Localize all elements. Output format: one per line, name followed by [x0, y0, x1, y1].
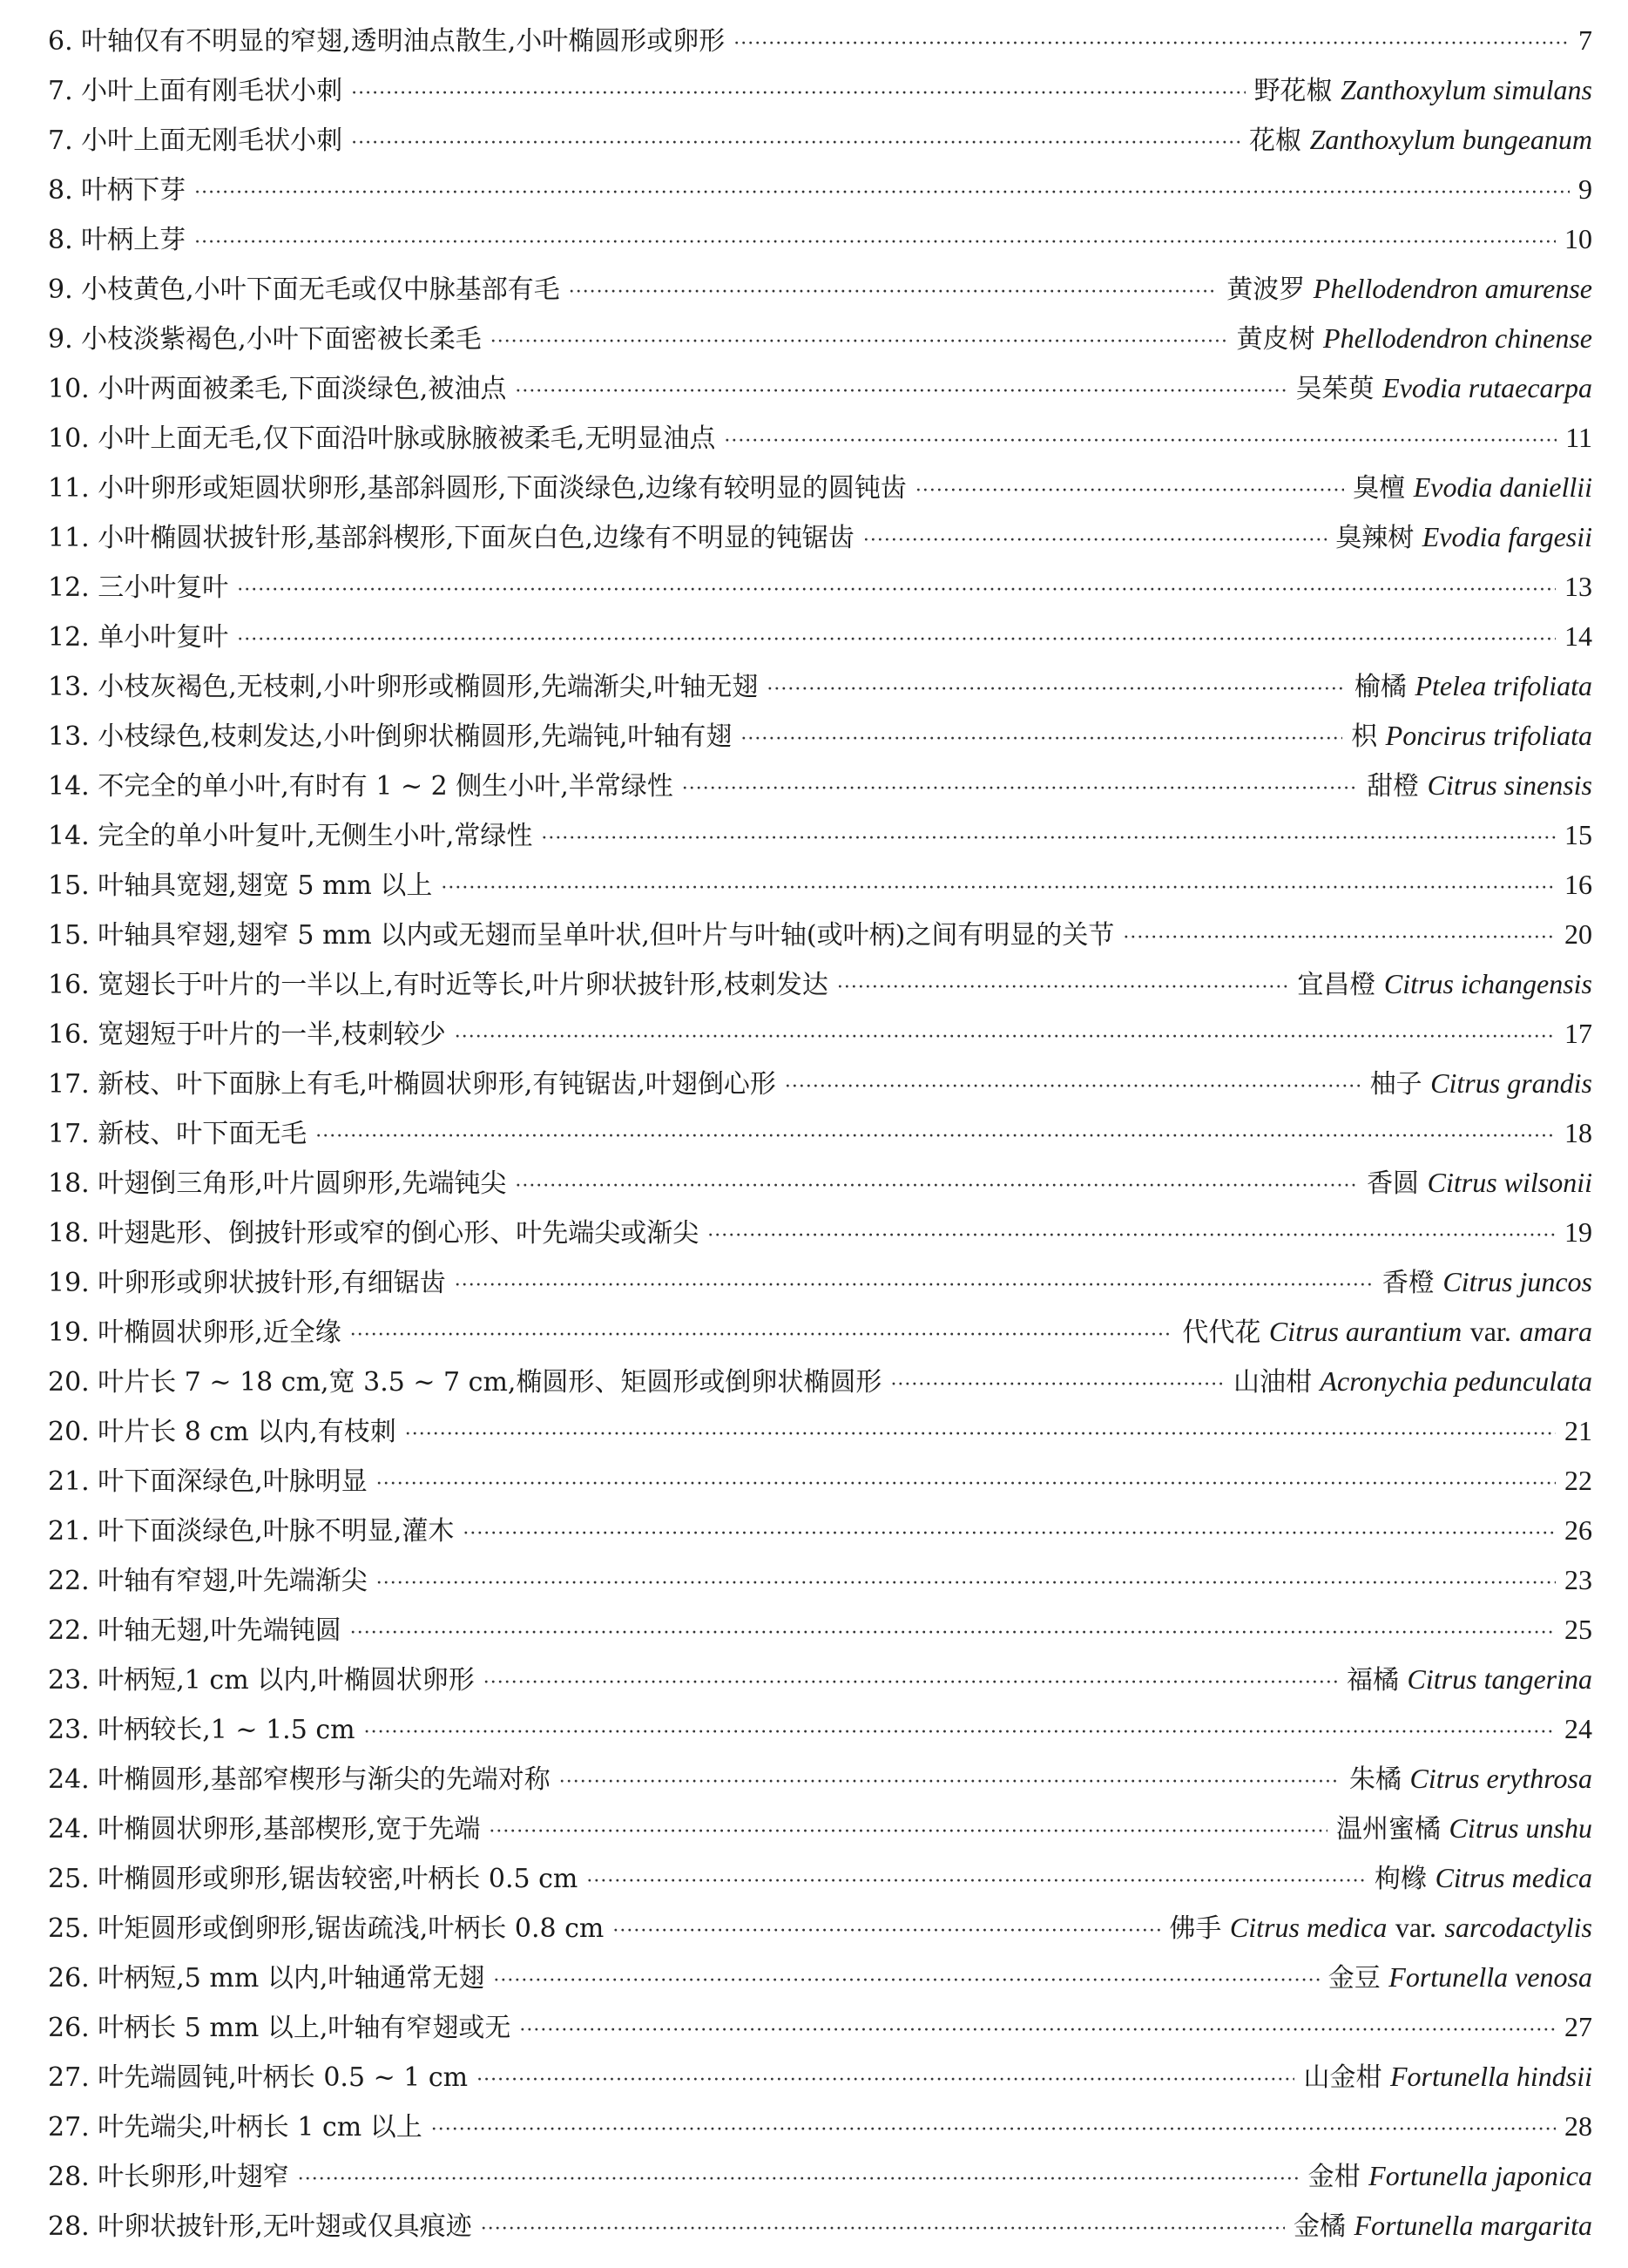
dot-leader: [194, 218, 1556, 267]
key-result: [1182, 1307, 1592, 1357]
goto-step-number: 25: [1564, 1614, 1592, 1645]
key-result: [1564, 1456, 1592, 1506]
key-result: [1564, 1009, 1592, 1060]
species-scientific-name: Evodia fargesii: [1422, 521, 1592, 552]
key-description: 14. 不完全的单小叶,有时有 1 ~ 2 侧生小叶,半常绿性: [48, 771, 673, 802]
dot-leader: [315, 1112, 1556, 1161]
key-description: 25. 叶矩圆形或倒卵形,锯齿疏浅,叶柄长 0.8 cm: [48, 1913, 605, 1944]
key-result: [1354, 661, 1592, 712]
key-description: 15. 叶轴具宽翅,翅宽 5 mm 以上: [48, 870, 433, 901]
key-description: 12. 三小叶复叶: [48, 572, 229, 603]
goto-step-number: 13: [1564, 571, 1592, 602]
key-description: 18. 叶翅倒三角形,叶片圆卵形,先端钝尖: [48, 1168, 507, 1199]
key-description: 19. 叶卵形或卵状披针形,有细锯齿: [48, 1268, 446, 1298]
dot-leader: [785, 1062, 1361, 1112]
dot-leader: [481, 2204, 1285, 2254]
dot-leader: [351, 69, 1245, 118]
species-scientific-name: Citrus erythrosa: [1409, 1763, 1592, 1794]
dichotomous-key: [48, 16, 1592, 2251]
key-result: [1351, 711, 1592, 762]
key-result: [1297, 959, 1592, 1010]
species-scientific-name: Citrus medica: [1435, 1862, 1592, 1893]
goto-step-number: 27: [1564, 2011, 1592, 2042]
dot-leader: [837, 963, 1288, 1012]
key-result: [1578, 165, 1592, 215]
key-description: 24. 叶椭圆形,基部窄楔形与渐尖的先端对称: [48, 1764, 551, 1795]
species-chinese-name: 香橙: [1381, 1268, 1435, 1298]
dot-leader: [455, 1261, 1374, 1310]
key-description: 25. 叶椭圆形或卵形,锯齿较密,叶柄长 0.5 cm: [48, 1864, 578, 1894]
species-chinese-name: 柚子: [1369, 1069, 1422, 1100]
key-result: [1564, 1108, 1592, 1159]
key-result: [1294, 2201, 1592, 2251]
species-scientific-name: Poncirus trifoliata: [1385, 720, 1592, 751]
key-description: 24. 叶椭圆状卵形,基部楔形,宽于先端: [48, 1814, 481, 1845]
key-result: [1303, 2052, 1592, 2102]
species-scientific-name: Zanthoxylum simulans: [1341, 74, 1592, 105]
species-scientific-name: Citrus sinensis: [1427, 769, 1592, 801]
goto-step-number: 9: [1578, 173, 1592, 205]
key-row: [48, 2002, 1592, 2052]
key-result: [1349, 1754, 1592, 1804]
key-row: [48, 1754, 1592, 1804]
goto-step-number: 20: [1564, 918, 1592, 950]
dot-leader: [483, 1658, 1338, 1708]
key-result: [1353, 463, 1592, 513]
key-result: [1564, 1605, 1592, 1655]
species-chinese-name: 山金柑: [1303, 2062, 1382, 2093]
key-row: [48, 810, 1592, 860]
dot-leader: [298, 2155, 1300, 2204]
variety-label: var.: [1395, 1912, 1436, 1943]
key-row: [48, 115, 1592, 165]
key-description: 17. 新枝、叶下面脉上有毛,叶椭圆状卵形,有钝锯齿,叶翅倒心形: [48, 1069, 776, 1100]
dot-leader: [463, 1509, 1556, 1559]
key-result: [1296, 363, 1592, 414]
dot-leader: [351, 118, 1240, 168]
species-scientific-name: Citrus grandis: [1430, 1067, 1592, 1099]
key-row: [48, 314, 1592, 363]
key-row: [48, 2201, 1592, 2251]
key-row: [48, 1506, 1592, 1555]
key-row: [48, 1953, 1592, 2002]
key-description: 28. 叶卵状披针形,无叶翅或仅具痕迹: [48, 2211, 472, 2242]
species-chinese-name: 宜昌橙: [1297, 970, 1376, 1000]
variety-label: var.: [1469, 1316, 1511, 1347]
species-chinese-name: 金柑: [1307, 2162, 1361, 2192]
key-description: 10. 小叶上面无毛,仅下面沿叶脉或脉腋被柔毛,无明显油点: [48, 423, 716, 454]
species-chinese-name: 山油柑: [1233, 1367, 1312, 1398]
dot-leader: [707, 1211, 1556, 1261]
key-description: 8. 叶柄下芽: [48, 175, 186, 206]
key-row: [48, 910, 1592, 959]
key-result: [1564, 2002, 1592, 2053]
species-scientific-name: Zanthoxylum bungeanum: [1309, 124, 1592, 155]
key-description: 9. 小枝黄色,小叶下面无毛或仅中脉基部有毛: [48, 274, 560, 305]
goto-step-number: 24: [1564, 1713, 1592, 1744]
key-row: [48, 661, 1592, 711]
key-row: [48, 1903, 1592, 1953]
goto-step-number: 10: [1564, 223, 1592, 254]
key-result: [1564, 612, 1592, 662]
key-result: [1578, 16, 1592, 66]
key-result: [1564, 1208, 1592, 1258]
dot-leader: [740, 714, 1342, 764]
key-row: [48, 16, 1592, 65]
species-chinese-name: 朱橘: [1348, 1764, 1402, 1795]
dot-leader: [493, 1956, 1319, 2006]
species-chinese-name: 花椒: [1249, 125, 1302, 156]
species-chinese-name: 榆橘: [1354, 672, 1407, 702]
key-description: 20. 叶片长 8 cm 以内,有枝刺: [48, 1417, 396, 1447]
dot-leader: [194, 168, 1570, 218]
key-row: [48, 1059, 1592, 1108]
dot-leader: [541, 814, 1556, 863]
key-result: [1564, 1506, 1592, 1556]
species-scientific-name: Citrus juncos: [1442, 1266, 1592, 1297]
species-chinese-name: 枸橼: [1375, 1864, 1428, 1894]
variety-name: amara: [1519, 1316, 1592, 1347]
species-scientific-name: Ptelea trifoliata: [1415, 670, 1592, 701]
key-row: [48, 214, 1592, 264]
key-result: [1564, 1555, 1592, 1606]
dot-leader: [724, 416, 1557, 466]
key-description: 8. 叶柄上芽: [48, 225, 186, 255]
key-description: 26. 叶柄长 5 mm 以上,叶轴有窄翅或无: [48, 2013, 511, 2043]
key-result: [1169, 1903, 1592, 1953]
key-result: [1382, 1257, 1592, 1308]
key-row: [48, 413, 1592, 463]
key-result: [1233, 1357, 1592, 1407]
key-row: [48, 1804, 1592, 1853]
dot-leader: [376, 1459, 1556, 1509]
key-result: [1564, 562, 1592, 613]
goto-step-number: 14: [1564, 620, 1592, 652]
key-description: 28. 叶长卵形,叶翅窄: [48, 2162, 289, 2192]
key-result: [1249, 115, 1592, 166]
species-scientific-name: Evodia daniellii: [1413, 471, 1592, 503]
dot-leader: [376, 1559, 1556, 1608]
species-chinese-name: 代代花: [1182, 1317, 1261, 1348]
dot-leader: [455, 1012, 1556, 1062]
goto-step-number: 16: [1564, 869, 1592, 900]
key-row: [48, 612, 1592, 661]
dot-leader: [364, 1708, 1556, 1757]
key-result: [1564, 860, 1592, 911]
key-description: 16. 宽翅长于叶片的一半以上,有时近等长,叶片卵状披针形,枝刺发达: [48, 970, 828, 1000]
species-scientific-name: Phellodendron amurense: [1313, 273, 1592, 304]
key-description: 15. 叶轴具窄翅,翅窄 5 mm 以内或无翅而呈单叶状,但叶片与叶轴(或叶柄)之间有明显的关节: [48, 920, 1115, 951]
key-description: 18. 叶翅匙形、倒披针形或窄的倒心形、叶先端尖或渐尖: [48, 1218, 699, 1249]
key-description: 16. 宽翅短于叶片的一半,枝刺较少: [48, 1019, 446, 1050]
key-row: [48, 1208, 1592, 1257]
key-description: 9. 小枝淡紫褐色,小叶下面密被长柔毛: [48, 324, 482, 355]
species-chinese-name: 枳: [1351, 721, 1378, 752]
species-scientific-name: Phellodendron chinense: [1323, 322, 1592, 354]
key-row: [48, 1853, 1592, 1903]
key-description: 23. 叶柄短,1 cm 以内,叶椭圆状卵形: [48, 1665, 475, 1696]
goto-step-number: 17: [1564, 1018, 1592, 1049]
key-description: 13. 小枝绿色,枝刺发达,小叶倒卵状椭圆形,先端钝,叶轴有翅: [48, 721, 733, 752]
key-row: [48, 1704, 1592, 1754]
key-result: [1254, 65, 1592, 116]
dot-leader: [515, 367, 1287, 416]
key-row: [48, 512, 1592, 562]
species-chinese-name: 吴茱萸: [1295, 374, 1375, 404]
species-scientific-name: Fortunella japonica: [1368, 2160, 1592, 2191]
key-row: [48, 562, 1592, 612]
key-result: [1564, 1406, 1592, 1457]
species-chinese-name: 臭辣树: [1335, 523, 1415, 553]
species-chinese-name: 金豆: [1327, 1963, 1381, 1994]
species-chinese-name: 黄皮树: [1236, 324, 1315, 355]
key-row: [48, 2102, 1592, 2151]
species-scientific-name: Evodia rutaecarpa: [1382, 372, 1592, 403]
key-row: [48, 2052, 1592, 2102]
key-description: 19. 叶椭圆状卵形,近全缘: [48, 1317, 341, 1348]
dot-leader: [441, 863, 1556, 913]
species-chinese-name: 福橘: [1346, 1665, 1399, 1696]
species-scientific-name: Citrus tangerina: [1407, 1663, 1592, 1695]
key-row: [48, 761, 1592, 810]
key-result: [1565, 413, 1592, 464]
dot-leader: [237, 615, 1556, 665]
goto-step-number: 18: [1564, 1117, 1592, 1148]
key-result: [1336, 1804, 1592, 1854]
key-description: 21. 叶下面深绿色,叶脉明显: [48, 1466, 368, 1497]
dot-leader: [586, 1857, 1366, 1906]
dot-leader: [489, 1807, 1327, 1857]
dot-leader: [237, 565, 1556, 615]
key-description: 7. 小叶上面有刚毛状小刺: [48, 76, 343, 106]
variety-name: sarcodactylis: [1444, 1912, 1592, 1943]
key-row: [48, 1108, 1592, 1158]
key-result: [1564, 2102, 1592, 2152]
goto-step-number: 28: [1564, 2110, 1592, 2142]
dot-leader: [767, 665, 1346, 714]
key-description: 20. 叶片长 7 ~ 18 cm,宽 3.5 ~ 7 cm,椭圆形、矩圆形或倒卵状椭圆形: [48, 1367, 882, 1398]
key-row: [48, 1307, 1592, 1357]
species-scientific-name: Fortunella hindsii: [1390, 2061, 1592, 2092]
dot-leader: [490, 317, 1228, 367]
dot-leader: [1123, 913, 1556, 963]
key-row: [48, 1555, 1592, 1605]
key-result: [1328, 1953, 1592, 2003]
key-description: 14. 完全的单小叶复叶,无侧生小叶,常绿性: [48, 821, 533, 851]
dot-leader: [733, 19, 1570, 69]
key-description: 23. 叶柄较长,1 ~ 1.5 cm: [48, 1715, 355, 1745]
key-result: [1375, 1853, 1592, 1904]
goto-step-number: 11: [1565, 422, 1592, 453]
goto-step-number: 21: [1564, 1415, 1592, 1446]
species-chinese-name: 甜橙: [1367, 771, 1420, 802]
key-result: [1564, 810, 1592, 861]
species-scientific-name: Acronychia pedunculata: [1320, 1365, 1592, 1397]
dot-leader: [476, 2055, 1294, 2105]
dot-leader: [612, 1906, 1160, 1956]
species-scientific-name: Citrus aurantium: [1268, 1316, 1462, 1347]
key-description: 6. 叶轴仅有不明显的窄翅,透明油点散生,小叶椭圆形或卵形: [48, 26, 726, 57]
key-description: 22. 叶轴有窄翅,叶先端渐尖: [48, 1566, 368, 1596]
key-row: [48, 711, 1592, 761]
key-description: 27. 叶先端尖,叶柄长 1 cm 以上: [48, 2112, 422, 2143]
key-row: [48, 463, 1592, 512]
key-description: 7. 小叶上面无刚毛状小刺: [48, 125, 343, 156]
dot-leader: [350, 1608, 1556, 1658]
species-scientific-name: Citrus unshu: [1449, 1812, 1592, 1844]
key-description: 10. 小叶两面被柔毛,下面淡绿色,被油点: [48, 374, 507, 404]
dot-leader: [569, 267, 1219, 317]
species-chinese-name: 臭檀: [1353, 473, 1406, 504]
species-chinese-name: 黄波罗: [1226, 274, 1306, 305]
goto-step-number: 7: [1578, 24, 1592, 56]
key-description: 11. 小叶卵形或矩圆状卵形,基部斜圆形,下面淡绿色,边缘有较明显的圆钝齿: [48, 473, 907, 504]
species-scientific-name: Fortunella margarita: [1354, 2210, 1592, 2241]
key-description: 17. 新枝、叶下面无毛: [48, 1119, 307, 1149]
species-chinese-name: 温州蜜橘: [1335, 1814, 1441, 1845]
goto-step-number: 23: [1564, 1564, 1592, 1595]
key-row: [48, 1009, 1592, 1059]
goto-step-number: 19: [1564, 1216, 1592, 1248]
goto-step-number: 15: [1564, 819, 1592, 850]
key-row: [48, 264, 1592, 314]
key-description: 22. 叶轴无翅,叶先端钝圆: [48, 1615, 341, 1646]
species-chinese-name: 金橘: [1293, 2211, 1346, 2242]
goto-step-number: 22: [1564, 1465, 1592, 1496]
key-result: [1308, 2151, 1592, 2202]
dot-leader: [890, 1360, 1225, 1410]
key-result: [1564, 910, 1592, 960]
key-row: [48, 165, 1592, 214]
species-scientific-name: Citrus ichangensis: [1383, 968, 1592, 999]
dot-leader: [863, 516, 1327, 565]
key-row: [48, 860, 1592, 910]
species-chinese-name: 野花椒: [1253, 76, 1333, 106]
key-result: [1367, 1158, 1592, 1208]
key-result: [1237, 314, 1593, 364]
goto-step-number: 26: [1564, 1514, 1592, 1546]
key-result: [1335, 512, 1592, 563]
key-result: [1564, 1704, 1592, 1755]
key-description: 11. 小叶椭圆状披针形,基部斜楔形,下面灰白色,边缘有不明显的钝锯齿: [48, 523, 855, 553]
key-row: [48, 363, 1592, 413]
species-chinese-name: 佛手: [1169, 1913, 1222, 1944]
key-row: [48, 65, 1592, 115]
species-scientific-name: Citrus medica: [1229, 1912, 1388, 1943]
species-chinese-name: 香圆: [1367, 1168, 1420, 1199]
key-description: 21. 叶下面淡绿色,叶脉不明显,灌木: [48, 1516, 455, 1547]
dot-leader: [515, 1161, 1358, 1211]
dot-leader: [559, 1757, 1341, 1807]
dot-leader: [915, 466, 1344, 516]
key-description: 12. 单小叶复叶: [48, 622, 229, 653]
key-result: [1226, 264, 1592, 315]
key-row: [48, 1158, 1592, 1208]
key-row: [48, 1406, 1592, 1456]
dot-leader: [431, 2105, 1556, 2155]
key-row: [48, 959, 1592, 1009]
key-row: [48, 2151, 1592, 2201]
key-description: 13. 小枝灰褐色,无枝刺,小叶卵形或椭圆形,先端渐尖,叶轴无翅: [48, 672, 759, 702]
key-row: [48, 1605, 1592, 1655]
key-result: [1367, 761, 1592, 811]
key-row: [48, 1456, 1592, 1506]
dot-leader: [350, 1310, 1174, 1360]
species-scientific-name: Fortunella venosa: [1388, 1961, 1592, 1993]
key-row: [48, 1357, 1592, 1406]
key-result: [1347, 1655, 1592, 1705]
key-description: 27. 叶先端圆钝,叶柄长 0.5 ~ 1 cm: [48, 2062, 469, 2093]
dot-leader: [519, 2006, 1556, 2055]
key-result: [1370, 1059, 1592, 1109]
key-description: 26. 叶柄短,5 mm 以内,叶轴通常无翅: [48, 1963, 485, 1994]
key-row: [48, 1655, 1592, 1704]
key-row: [48, 1257, 1592, 1307]
species-scientific-name: Citrus wilsonii: [1427, 1167, 1592, 1198]
dot-leader: [682, 764, 1358, 814]
dot-leader: [405, 1410, 1556, 1459]
key-result: [1564, 214, 1592, 265]
